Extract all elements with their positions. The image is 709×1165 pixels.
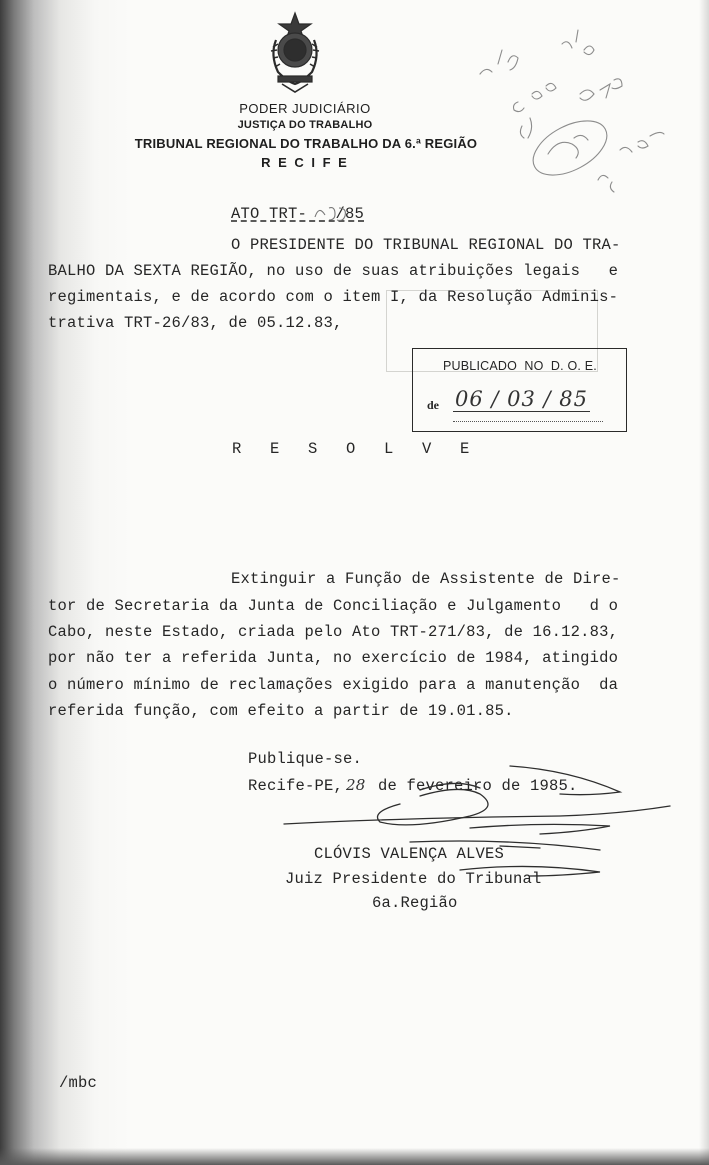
publication-stamp <box>412 348 627 432</box>
body-line-3: Cabo, neste Estado, criada pelo Ato TRT-271/83, de 16.12.83, <box>48 623 619 641</box>
date-suffix: de fevereiro de 1985. <box>368 777 578 795</box>
handwritten-day: 28 <box>346 776 366 794</box>
resolve-heading: R E S O L V E <box>232 440 470 458</box>
header-line-tribunal: TRIBUNAL REGIONAL DO TRABALHO DA 6.ª REGIÃO <box>134 136 478 151</box>
body-line-1: Extinguir a Função de Assistente de Dire- <box>231 570 621 588</box>
publish-order: Publique-se. <box>248 750 363 768</box>
preamble-line-3: regimentais, e de acordo com o item I, da Resolução Adminis- <box>48 288 619 306</box>
body-line-5: o número mínimo de reclamações exigido para a manutenção da <box>48 676 619 694</box>
header-line-judiciary: PODER JUDICIÁRIO <box>239 101 371 116</box>
signer-name: CLÓVIS VALENÇA ALVES <box>314 845 505 863</box>
stamp-title: PUBLICADO NO D. O. E. <box>443 359 597 373</box>
body-line-4: por não ter a referida Junta, no exercício de 1984, atingido <box>48 649 619 667</box>
body-line-6: referida função, com efeito a partir de 19.01.85. <box>48 702 514 720</box>
preamble-line-2: BALHO DA SEXTA REGIÃO, no uso de suas atribuições legais e <box>48 262 619 280</box>
handwritten-marginal-notes <box>470 14 695 204</box>
typist-initials: /mbc <box>59 1074 98 1092</box>
brazil-coat-of-arms-icon <box>268 10 322 94</box>
bleed-through-text-1 <box>240 545 526 561</box>
preamble-line-4: trativa TRT-26/83, de 05.12.83, <box>48 314 343 332</box>
header-line-city: R E C I F E <box>261 155 349 170</box>
header-line-labor-justice: JUSTIÇA DO TRABALHO <box>237 119 373 131</box>
body-line-2: tor de Secretaria da Junta de Conciliação e Julgamento d o <box>48 597 619 615</box>
place-prefix: Recife-PE, <box>248 777 344 795</box>
stamp-handwritten-date: 06 / 03 / 85 <box>455 387 589 411</box>
stamp-de-label: de <box>427 398 439 412</box>
stamp-underline-dots <box>453 421 603 422</box>
signer-title: Juiz Presidente do Tribunal <box>285 870 542 888</box>
page-right-edge <box>699 0 709 1165</box>
preamble-line-1: O PRESIDENTE DO TRIBUNAL REGIONAL DO TRA- <box>231 236 621 254</box>
act-number: ATO TRT- /85 <box>231 205 365 223</box>
signer-region: 6a.Região <box>372 894 458 912</box>
handwritten-act-number <box>311 204 351 222</box>
page-bottom-shadow <box>0 1148 709 1165</box>
